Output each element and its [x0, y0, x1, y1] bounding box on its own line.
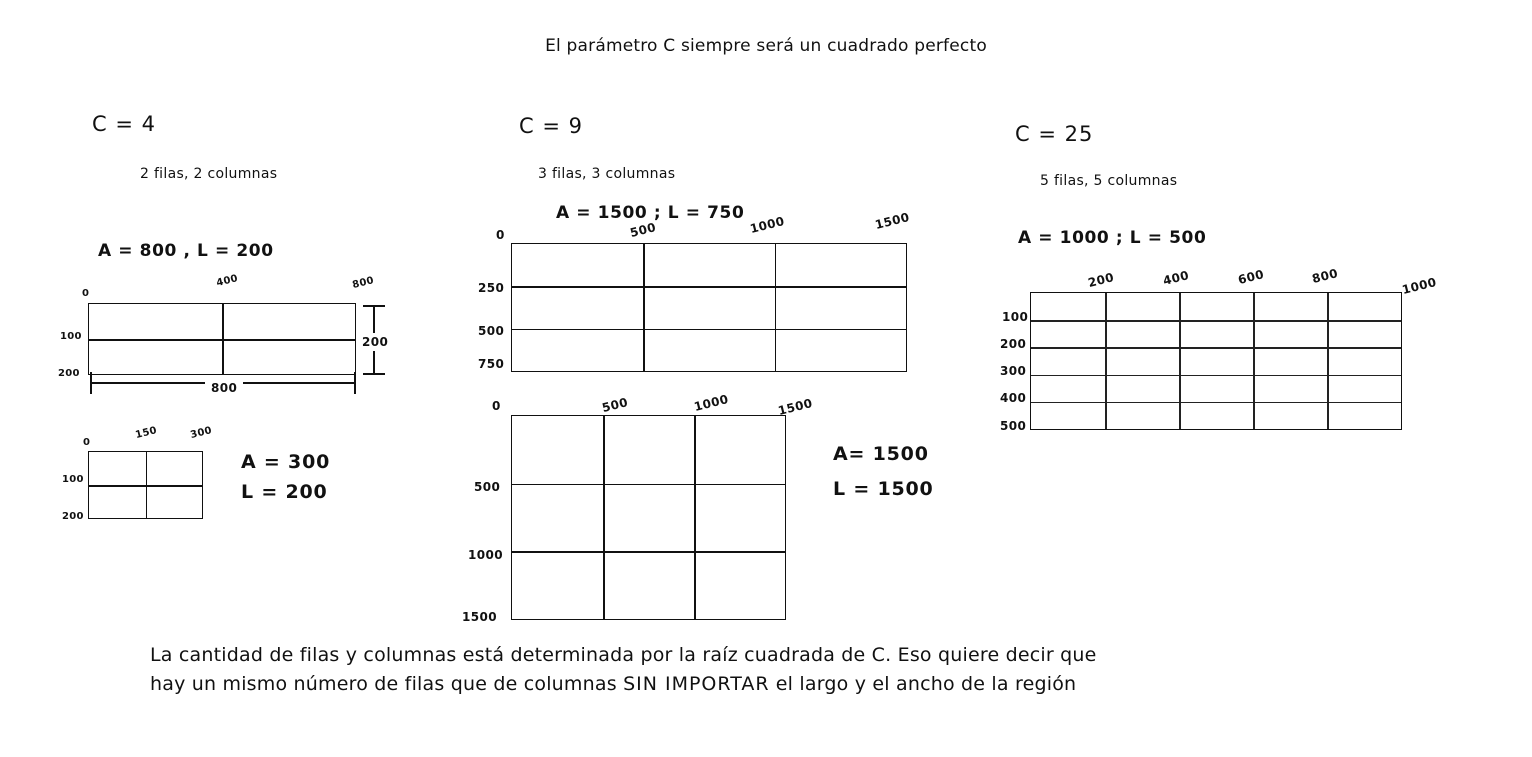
measure-cap-bottom: [363, 373, 385, 375]
y-tick-label: 1000: [468, 548, 503, 562]
grid-line-horizontal: [1031, 402, 1401, 404]
footer-note-line1: La cantidad de filas y columnas está determinada por la raíz cuadrada de C. Eso quiere decir que: [150, 644, 1097, 666]
case-subtitle-c4: 2 filas, 2 columnas: [140, 166, 278, 182]
x-tick-label: 500: [600, 395, 630, 415]
grid-line-horizontal: [1031, 320, 1401, 322]
y-tick-label: 100: [62, 474, 84, 485]
y-tick-label: 750: [478, 357, 505, 371]
footer-note-line2: [150, 670, 1400, 699]
x-tick-label: 1000: [1400, 274, 1438, 297]
grid-line-horizontal: [512, 329, 906, 331]
y-tick-label: 200: [1000, 337, 1027, 351]
case-title-c9: C = 9: [519, 114, 583, 138]
case-title-c4: C = 4: [92, 112, 156, 136]
formula-c4-d1: A = 800 , L = 200: [98, 241, 274, 261]
measure-label-height: 200: [359, 333, 391, 351]
grid-c25-d1: [1030, 292, 1402, 430]
y-tick-label: 250: [478, 281, 505, 295]
measure-cap-top: [363, 305, 385, 307]
grid-c9-d1: [511, 243, 907, 372]
y-tick-label: 500: [474, 480, 501, 494]
x-tick-label: 800: [1310, 266, 1340, 286]
y-tick-label: 100: [1002, 310, 1029, 324]
y-tick-label: 500: [1000, 419, 1027, 433]
x-tick-label: 0: [496, 228, 505, 242]
grid-line-vertical: [603, 416, 605, 619]
case-title-c25: C = 25: [1015, 122, 1094, 146]
grid-line-vertical: [1253, 293, 1255, 429]
footer-note-line2-after: el largo y el ancho de la región: [769, 673, 1077, 696]
grid-line-vertical: [1105, 293, 1107, 429]
formula-c4-d2-line1: A = 300: [241, 451, 331, 473]
grid-line-horizontal: [89, 339, 355, 341]
case-subtitle-c9: 3 filas, 3 columnas: [538, 166, 676, 182]
grid-line-vertical: [775, 244, 777, 371]
grid-line-vertical: [1327, 293, 1329, 429]
y-tick-label: 400: [1000, 391, 1027, 405]
grid-line-horizontal: [512, 484, 785, 486]
y-tick-label: 200: [62, 511, 84, 522]
x-tick-label: 150: [134, 425, 159, 441]
x-tick-label: 800: [351, 275, 376, 291]
x-tick-label: 300: [189, 425, 214, 441]
formula-c4-d2-line2: L = 200: [241, 481, 328, 503]
case-subtitle-c25: 5 filas, 5 columnas: [1040, 173, 1178, 189]
grid-line-horizontal: [1031, 347, 1401, 349]
x-tick-label: 1500: [873, 209, 911, 232]
x-tick-label: 200: [1086, 270, 1116, 290]
measure-cap-left: [90, 372, 92, 394]
x-tick-label: 500: [628, 220, 658, 240]
grid-line-vertical: [1179, 293, 1181, 429]
grid-c4-d2: [88, 451, 203, 519]
grid-line-horizontal: [89, 485, 202, 487]
grid-line-vertical: [643, 244, 645, 371]
grid-c4-d1: [88, 303, 356, 375]
grid-line-horizontal: [512, 286, 906, 288]
grid-c9-d2: [511, 415, 786, 620]
y-tick-label: 1500: [462, 610, 497, 624]
measure-label-width: 800: [205, 381, 243, 395]
footer-note-line2-before: hay un mismo número de filas que de columnas: [150, 673, 624, 696]
grid-line-horizontal: [512, 551, 785, 553]
x-tick-label: 0: [83, 437, 91, 448]
footer-note: [150, 641, 1400, 700]
footer-note-emphasis: SIN IMPORTAR: [623, 673, 770, 696]
grid-line-horizontal: [1031, 375, 1401, 377]
y-tick-label: 100: [60, 331, 82, 342]
formula-c25-d1: A = 1000 ; L = 500: [1018, 228, 1207, 248]
x-tick-label: 0: [82, 288, 90, 299]
x-tick-label: 1500: [776, 395, 814, 418]
y-tick-label: 200: [58, 368, 80, 379]
y-tick-label: 500: [478, 324, 505, 338]
x-tick-label: 400: [1161, 268, 1191, 288]
x-tick-label: 0: [492, 399, 501, 413]
y-tick-label: 300: [1000, 364, 1027, 378]
formula-c9-d2-line2: L = 1500: [833, 478, 934, 500]
measure-cap-right: [354, 372, 356, 394]
x-tick-label: 1000: [692, 391, 730, 414]
page-title: El parámetro C siempre será un cuadrado perfecto: [545, 36, 987, 56]
x-tick-label: 600: [1236, 267, 1266, 287]
x-tick-label: 1000: [748, 213, 786, 236]
formula-c9-d2-line1: A= 1500: [833, 443, 929, 465]
grid-line-vertical: [694, 416, 696, 619]
formula-c9-d1: A = 1500 ; L = 750: [556, 203, 745, 223]
x-tick-label: 400: [215, 273, 240, 289]
